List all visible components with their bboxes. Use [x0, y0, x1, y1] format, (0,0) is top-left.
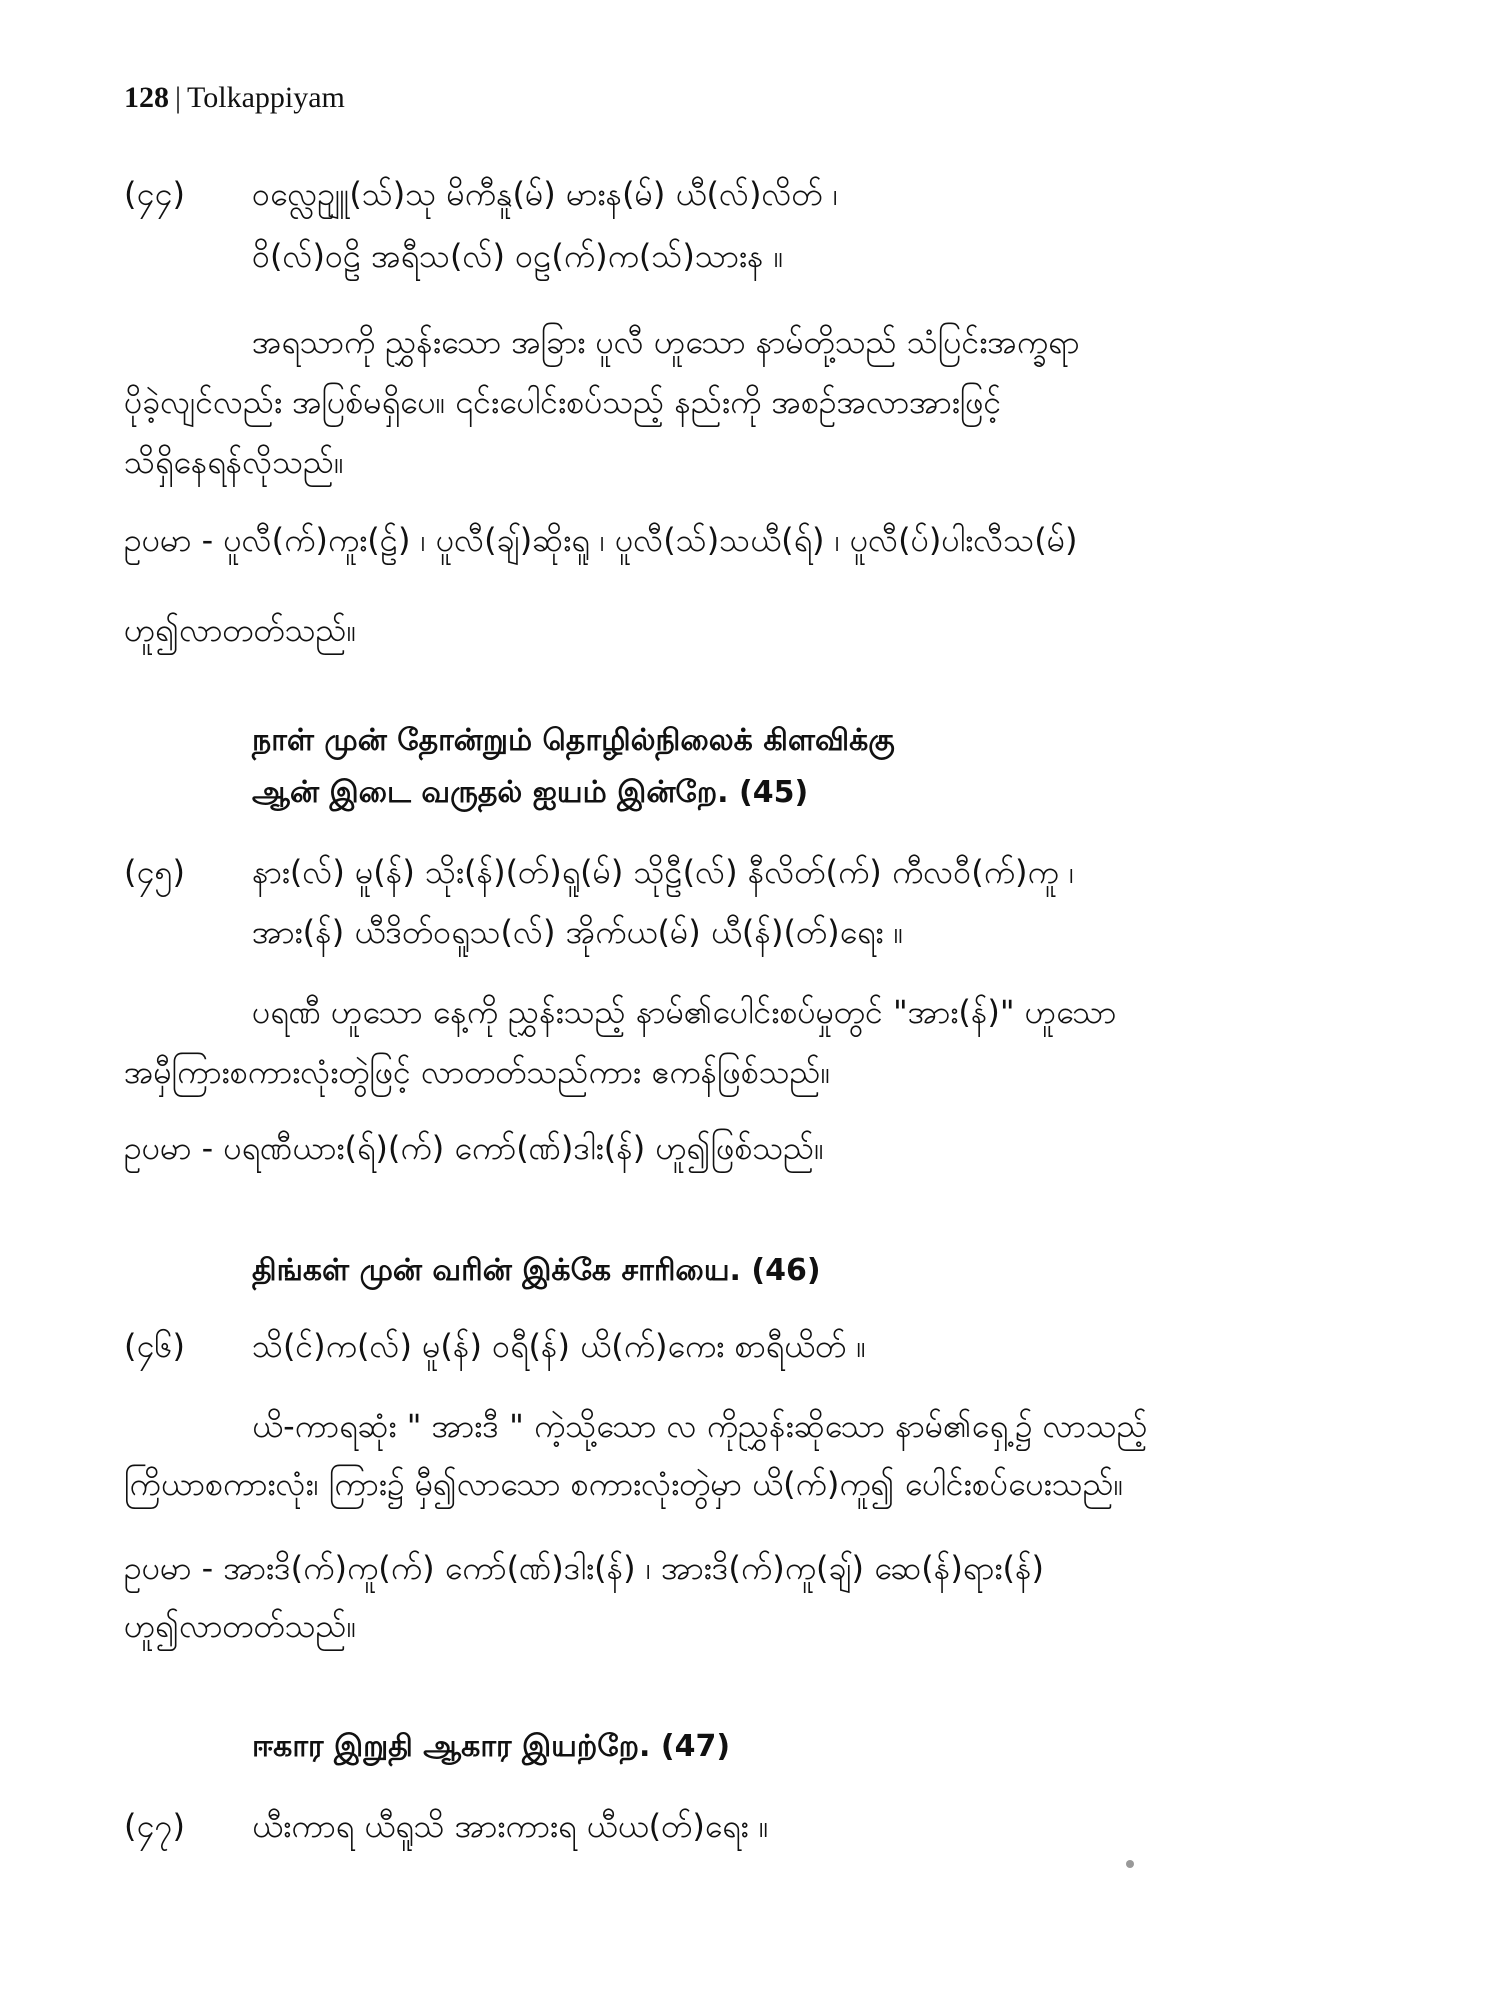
- explanation-line: ပရဏီ ဟူသော နေ့ကို ညွှန်းသည့် နာမ်၏ပေါင်းစပ်မှုတွင် "အား(န်)" ဟူသော: [252, 993, 1117, 1031]
- tamil-sutra-line: ஆன் இடை வருதல் ஐயம் இன்றே. (45): [252, 775, 809, 810]
- explanation-line: ပိုခဲ့လျင်လည်း အပြစ်မရှိပေ။ ၎င်းပေါင်းစပ်သည့် နည်းကို အစဉ်အလာအားဖြင့်: [124, 383, 1002, 421]
- scan-speck: [1126, 1860, 1134, 1868]
- verse-line: သိ(င်)က(လ်) မူ(န်) ဝရီ(န်) ယိ(က်)ကေး စာရီယိတ် ။: [252, 1327, 867, 1365]
- verse-line: ယီးကာရ ယီရူသိ အားကားရ ယီယ(တ်)ရေး ။: [252, 1807, 769, 1845]
- tamil-sutra-line: ஈகார இறுதி ஆகார இயற்றே. (47): [252, 1729, 731, 1764]
- example-line: ဥပမာ - ပူလီ(က်)ကူး(ဠ်) ၊ ပူလီ(ချ်)ဆိုးရူ ၊ ပူလီ(သ်)သယီ(ရ်) ၊ ပူလီ(ပ်)ပါးလီသ(မ်): [124, 521, 1078, 559]
- explanation-line: သိရှိနေရန်လိုသည်။: [124, 443, 344, 481]
- verse-line: အား(န်) ယီဒိတ်ဝရူသ(လ်) အိုက်ယ(မ်) ယီ(န်)(တ်)ရေး ။: [252, 913, 904, 951]
- running-header: [124, 78, 345, 118]
- example-line: ဥပမာ - အားဒိ(က်)ကူ(က်) ကော်(ဏ်)ဒါး(န်) ၊ အားဒိ(က်)ကူ(ချ်) ဆေ(န်)ရား(န်): [124, 1549, 1044, 1587]
- explanation-line: ယိ-ကာရဆုံး " အားဒီ " ကဲ့သို့သော လ ကိုညွှန်းဆိုသော နာမ်၏ရှေ့၌ လာသည့်: [252, 1407, 1148, 1445]
- explanation-line: အရသာကို ညွှန်းသော အခြား ပူလီ ဟူသော နာမ်တို့သည် သံပြင်းအက္ခရာ: [252, 323, 1080, 361]
- verse-line: နား(လ်) မူ(န်) သိုး(န်)(တ်)ရူ(မ်) သိုဠီ(လ်) နီလိတ်(က်) ကီလဝီ(က်)ကူ ၊: [252, 853, 1075, 891]
- verse-number: (၄၄): [124, 175, 185, 213]
- page-number: 128: [124, 81, 169, 114]
- tamil-sutra-line: நாள் முன் தோன்றும் தொழில்நிலைக் கிளவிக்கு: [252, 723, 895, 758]
- book-title: Tolkappiyam: [187, 81, 345, 114]
- explanation-line: အမှီကြားစကားလုံးတွဲဖြင့် လာတတ်သည်ကား ဧကန်ဖြစ်သည်။: [124, 1053, 831, 1091]
- verse-number: (၄၅): [124, 853, 185, 891]
- explanation-line: ကြိယာစကားလုံး၊ ကြား၌ မှီ၍လာသော စကားလုံးတွဲမှာ ယိ(က်)ကူ၍ ပေါင်းစပ်ပေးသည်။: [124, 1465, 1124, 1503]
- verse-line: ဝိ(လ်)ဝဠိ အရီသ(လ်) ဝဠ(က်)က(သ်)သားန ။: [252, 237, 784, 275]
- header-separator: |: [175, 81, 182, 114]
- example-line: ဟူ၍လာတတ်သည်။: [124, 611, 357, 649]
- verse-number: (၄၆): [124, 1327, 185, 1365]
- tamil-sutra-line: திங்கள் முன் வரின் இக்கே சாரியை. (46): [252, 1253, 821, 1288]
- example-line: ဥပမာ - ပရဏီယား(ရ်)(က်) ကော်(ဏ်)ဒါး(န်) ဟူ၍ဖြစ်သည်။: [124, 1129, 824, 1167]
- verse-line: ဝလ္လေဥျူ(သ်)သု မိကီနူ(မ်) မားန(မ်) ယီ(လ်)လိတ် ၊: [252, 175, 838, 213]
- example-line: ဟူ၍လာတတ်သည်။: [124, 1607, 357, 1645]
- verse-number: (၄၇): [124, 1807, 185, 1845]
